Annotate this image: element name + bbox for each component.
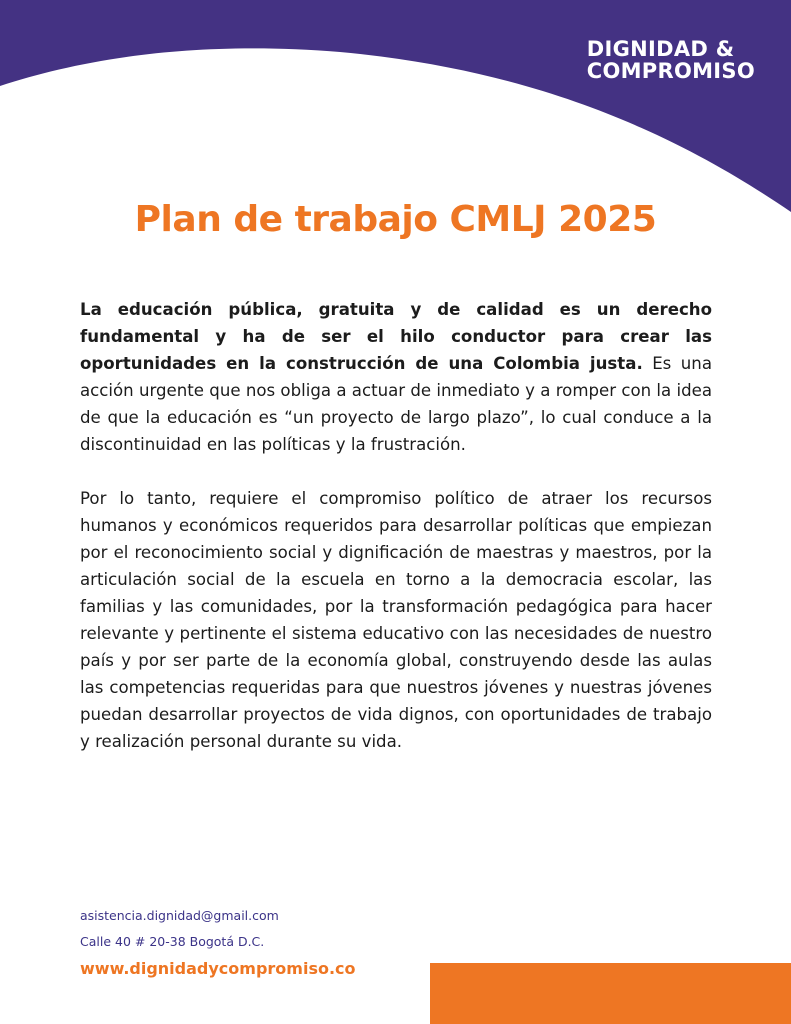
- header-wave-shape: [0, 0, 791, 220]
- brand-line-1: DIGNIDAD &: [586, 37, 735, 61]
- contact-email[interactable]: asistencia.dignidad@gmail.com: [80, 908, 279, 923]
- contact-address: Calle 40 # 20-38 Bogotá D.C.: [80, 934, 265, 949]
- website-link[interactable]: www.dignidadycompromiso.co: [80, 959, 356, 978]
- document-body: [80, 296, 712, 782]
- page-title: Plan de trabajo CMLJ 2025: [134, 199, 657, 240]
- paragraph-1: [80, 296, 712, 458]
- paragraph-1-rest: Es una acción urgente que nos obliga a actuar de inmediato y a romper con la idea de que la educación es “un proyecto de largo plazo”, lo cual conduce a la discontinuidad en las políticas y la frustración.: [80, 354, 712, 454]
- footer-contact: [80, 906, 356, 980]
- paragraph-2: Por lo tanto, requiere el compromiso político de atraer los recursos humanos y económicos requeridos para desarrollar políticas que empiezan por el reconocimiento social y dignificación de maestras y maestros, por la articulación social de la escuela en torno a la democracia escolar, las familias y las comunidades, por la transformación pedagógica para hacer relevante y pertinente el sistema educativo con las necesidades de nuestro país y por ser parte de la economía global, construyendo desde las aulas las competencias requeridas para que nuestros jóvenes y nuestras jóvenes puedan desarrollar proyectos de vida dignos, con oportunidades de trabajo y realización personal durante su vida.: [80, 489, 712, 751]
- brand-logo: [587, 38, 755, 82]
- brand-line-2: COMPROMISO: [586, 59, 755, 83]
- footer-orange-bar: [430, 963, 791, 1024]
- paragraph-1-bold: La educación pública, gratuita y de calidad es un derecho fundamental y ha de ser el hilo conductor para crear las oportunidades en la construcción de una Colombia justa.: [80, 300, 712, 373]
